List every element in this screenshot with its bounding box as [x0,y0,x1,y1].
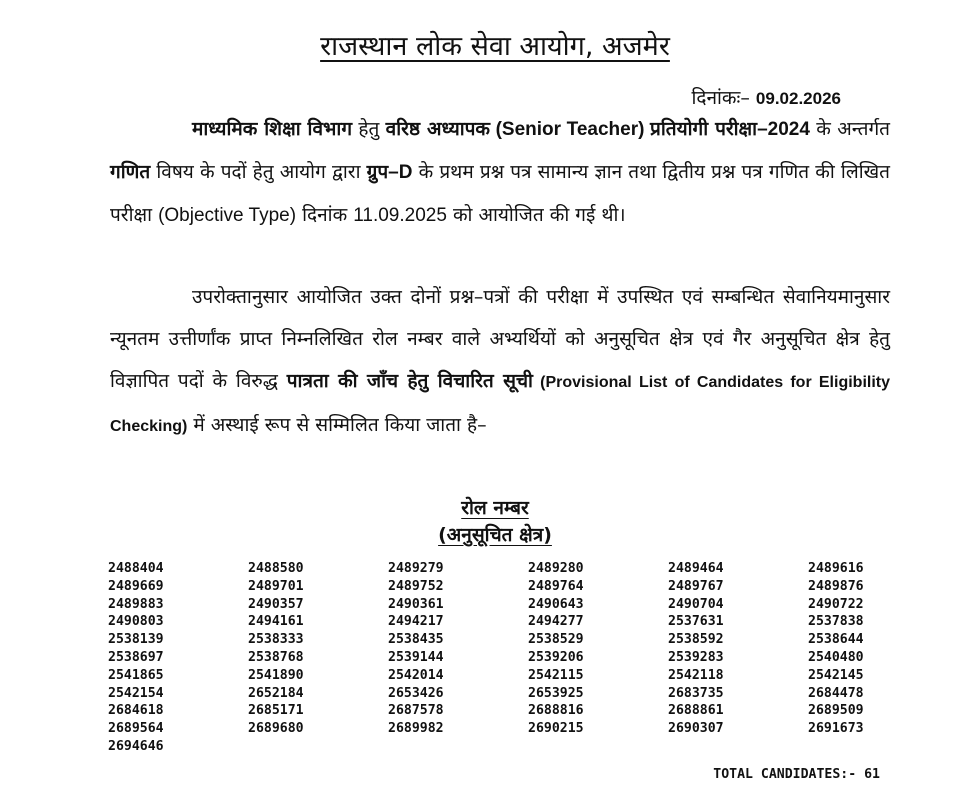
exam-date: 11.09.2025 [353,205,447,226]
roll-number: 2688861 [668,703,724,719]
exam-year: –2024 [757,119,810,140]
roll-number: 2489669 [108,578,164,594]
list-name-english: (Provisional List of Candidates for Eligibility Checking) [110,374,891,435]
exam-type: (Objective Type) [158,205,297,226]
roll-number: 2490643 [528,596,584,612]
roll-number: 2489876 [808,578,864,594]
roll-number: 2652184 [248,685,304,701]
roll-number: 2538644 [808,632,864,648]
roll-number: 2539144 [388,649,444,665]
roll-number: 2542115 [528,667,584,683]
roll-number: 2539206 [528,649,584,665]
roll-number-list [108,560,948,756]
roll-number: 2538768 [248,649,304,665]
date-line [691,84,841,110]
roll-number: 2490361 [388,596,444,612]
roll-number: 2489883 [108,596,164,612]
roll-number: 2684618 [108,703,164,719]
roll-number: 2489279 [388,561,444,576]
roll-number: 2490704 [668,596,724,612]
roll-number: 2540480 [808,649,864,665]
roll-number: 2689509 [808,703,864,719]
subject-name: गणित [110,161,151,183]
roll-number: 2538435 [388,632,444,648]
roll-number: 2489701 [248,578,304,594]
roll-number: 2538592 [668,632,724,648]
roll-number: 2541890 [248,667,304,683]
roll-number: 2537838 [808,614,864,630]
roll-number: 2687578 [388,703,444,719]
roll-number: 2494161 [248,614,304,630]
list-heading: रोल नम्बर [461,497,529,519]
paragraph-1: माध्यमिक शिक्षा विभाग हेतु वरिष्ठ अध्यापक (Senior Teacher) प्रतियोगी परीक्षा–2024 के अन्तर्गत गणित विषय के पदों हेतु आयोग द्वारा ग्रुप–D के प्रथम प्रश्न पत्र सामान्य ज्ञान तथा द्वितीय प्रश्न पत्र गणित की लिखित परीक्षा (Objective Type) दिनांक 11.09.2025 को आयोजित की गई थी। [110,118,891,226]
roll-number: 2542145 [808,667,864,683]
roll-number: 2489616 [808,561,864,576]
roll-number: 2538529 [528,632,584,648]
roll-number: 2542154 [108,685,164,701]
roll-number: 2685171 [248,703,304,719]
roll-number: 2489464 [668,561,724,576]
roll-number: 2694646 [108,738,164,754]
date-value: 09.02.2026 [755,89,841,108]
roll-number: 2690307 [668,721,724,737]
roll-number: 2653426 [388,685,444,701]
roll-number: 2690215 [528,721,584,737]
roll-number: 2494277 [528,614,584,630]
roll-number: 2541865 [108,667,164,683]
roll-number: 2539283 [668,649,724,665]
roll-number: 2488580 [248,561,304,576]
date-label: दिनांकः– [691,87,750,109]
roll-number: 2490803 [108,614,164,630]
list-name: पात्रता की जाँच हेतु विचारित सूची [286,370,533,392]
roll-number: 2538333 [248,632,304,648]
roll-number: 2653925 [528,685,584,701]
total-candidates: TOTAL CANDIDATES:- 61 [713,767,880,782]
roll-number: 2538697 [108,649,164,665]
roll-number: 2489752 [388,578,444,594]
roll-number: 2537631 [668,614,724,630]
roll-number: 2689982 [388,721,444,737]
roll-number: 2542014 [388,667,444,683]
roll-number: 2683735 [668,685,724,701]
post-name-english: (Senior Teacher) [490,119,651,140]
roll-number: 2689564 [108,721,164,737]
roll-number: 2489764 [528,578,584,594]
page-title: राजस्थान लोक सेवा आयोग, अजमेर [320,31,670,62]
roll-number: 2489280 [528,561,584,576]
roll-number: 2542118 [668,667,724,683]
roll-number: 2494217 [388,614,444,630]
post-name: वरिष्ठ अध्यापक [385,118,491,140]
roll-number: 2489767 [668,578,724,594]
list-subheading: (अनुसूचित क्षेत्र) [438,524,552,546]
roll-number: 2688816 [528,703,584,719]
roll-number: 2689680 [248,721,304,737]
group-name: –D [388,162,413,183]
roll-number: 2538139 [108,632,164,648]
roll-number: 2490722 [808,596,864,612]
roll-number: 2684478 [808,685,864,701]
roll-number: 2490357 [248,596,304,612]
roll-number: 2488404 [108,561,164,576]
department-text: माध्यमिक शिक्षा विभाग [192,118,353,140]
roll-number: 2691673 [808,721,864,737]
paragraph-2: उपरोक्तानुसार आयोजित उक्त दोनों प्रश्न–पत्रों की परीक्षा में उपस्थित एवं सम्बन्धित सेवानियमानुसार न्यूनतम उत्तीर्णांक प्राप्त निम्नलिखित रोल नम्बर वाले अभ्यर्थियों को अनुसूचित क्षेत्र एवं गैर अनुसूचित क्षेत्र हेतु विज्ञापित पदों के विरुद्ध पात्रता की जाँच हेतु विचारित सूची (Provisional List of Candidates for Eligibility Checking) में अस्थाई रूप से सम्मिलित किया जाता है– [110,286,891,436]
